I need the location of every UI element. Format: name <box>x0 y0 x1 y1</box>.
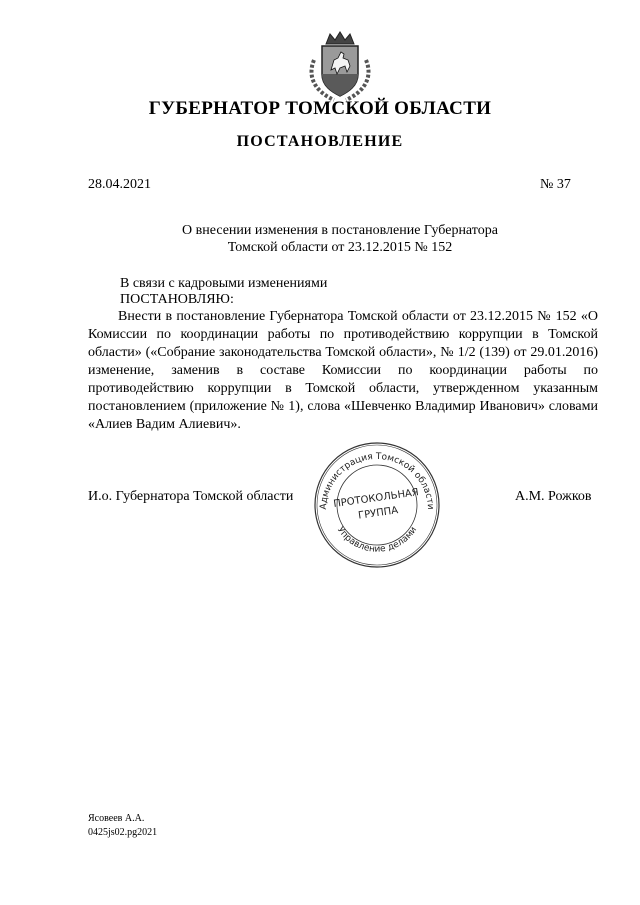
issuing-authority-title: ГУБЕРНАТОР ТОМСКОЙ ОБЛАСТИ <box>148 98 492 119</box>
coat-of-arms-emblem <box>304 30 376 104</box>
document-date: 28.04.2021 <box>88 177 151 192</box>
document-number: № 37 <box>540 177 571 192</box>
executor-block <box>88 812 157 840</box>
stamp-graphic <box>312 440 442 570</box>
stamp-center-line-2: ГРУППА <box>357 505 399 522</box>
signer-position: И.о. Губернатора Томской области <box>88 489 294 504</box>
document-type-title: ПОСТАНОВЛЕНИЕ <box>236 133 404 150</box>
stamp-ring-text: Администрация Томской области <box>318 451 436 510</box>
subject-line-1: О внесении изменения в постановление Губернатора <box>182 223 498 238</box>
subject-line-2: Томской области от 23.12.2015 № 152 <box>227 240 453 255</box>
preamble <box>120 276 327 308</box>
executor-name: Ясовеев А.А. <box>88 813 145 824</box>
body-paragraph: Внести в постановление Губернатора Томской области от 23.12.2015 № 152 «О Комиссии по координации работы по противодействию коррупции в Томской области» («Собрание законодательства Томской области», № 1/2 (139) от 29.01.2016) изменение, заменив в составе Комиссии по координации работы по противодействию коррупции в Томской области, утвержденном указанным постановлением (приложение № 1), слова «Шевченко Владимир Иванович» словами «Алиев Вадим Алиевич». <box>88 309 598 432</box>
emblem-graphic <box>304 30 376 104</box>
signer-name: А.М. Рожков <box>515 489 592 504</box>
svg-text:Управление делами <box>335 525 419 555</box>
preamble-decree-word: ПОСТАНОВЛЯЮ: <box>120 292 234 307</box>
document-subject <box>120 222 560 256</box>
stamp-bottom-text: Управление делами <box>334 525 420 555</box>
official-stamp <box>312 440 442 570</box>
stamp-center-line-1: ПРОТОКОЛЬНАЯ <box>332 487 420 510</box>
preamble-reason: В связи с кадровыми изменениями <box>120 276 328 291</box>
file-code: 0425js02.pg2021 <box>88 827 158 838</box>
